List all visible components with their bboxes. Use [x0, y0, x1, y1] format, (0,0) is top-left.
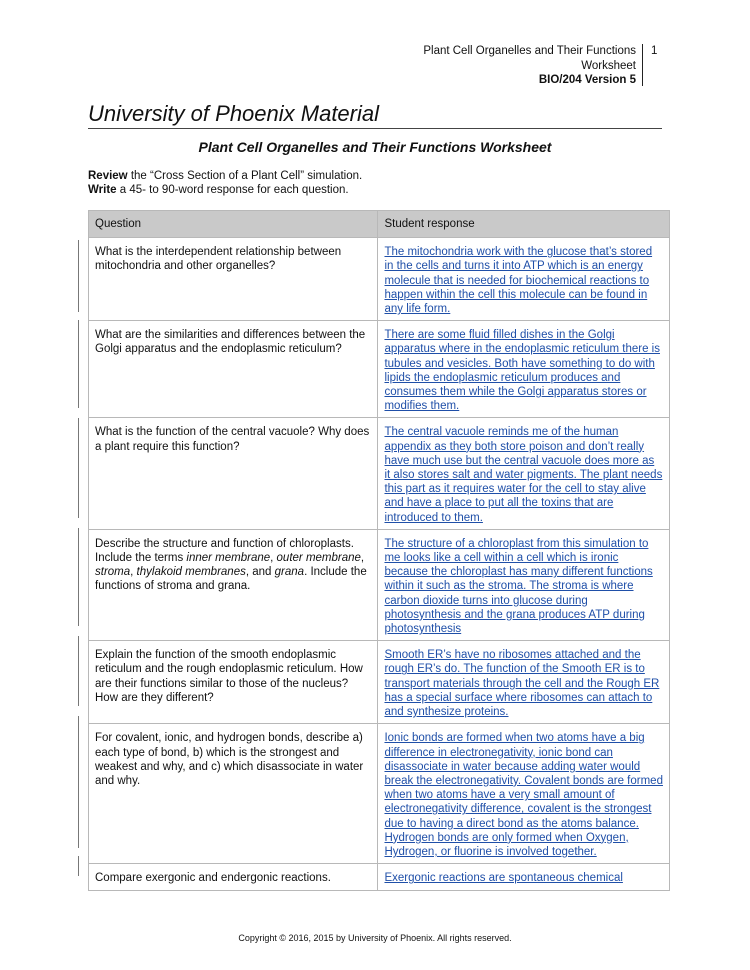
instruction-review-verb: Review	[88, 170, 128, 182]
response-cell[interactable]	[378, 529, 670, 640]
header-question: Question	[89, 211, 378, 238]
term-grana: grana	[274, 566, 305, 579]
instruction-write-text: a 45- to 90-word response for each question.	[116, 184, 349, 196]
response-cell[interactable]	[378, 864, 670, 890]
response-text: Smooth ER’s have no ribosomes attached and the rough ER’s do. The function of the Smooth ER is to transport materials through the cell and the Rough ER has a special surface where ribosomes can attach to and synthesize proteins.	[384, 649, 660, 719]
header-line-2: Worksheet	[581, 59, 636, 72]
change-bar	[78, 716, 79, 848]
table-row	[89, 238, 670, 321]
table-row	[89, 418, 670, 529]
table-row	[89, 321, 670, 418]
response-text: Exergonic reactions are spontaneous chemical	[384, 872, 623, 885]
response-text: The central vacuole reminds me of the human appendix as they both store poison and don’t really have much use but the central vacuole does more as it also stores salt and water pigments. The plant needs this part as it requires water for the cell to stay alive and have a place to put all the toxins that are introduced to them.	[384, 426, 663, 524]
copyright-footer: Copyright © 2016, 2015 by University of Phoenix. All rights reserved.	[238, 933, 512, 943]
worksheet-title: Plant Cell Organelles and Their Functions Worksheet	[198, 139, 552, 155]
table-row	[89, 724, 670, 864]
response-cell[interactable]	[378, 418, 670, 529]
header-student-response: Student response	[378, 211, 670, 238]
term-thylakoid-membranes: thylakoid membranes	[136, 566, 246, 579]
term-stroma: stroma	[95, 566, 131, 579]
question-cell: What is the interdependent relationship between mitochondria and other organelles?	[89, 238, 378, 321]
question-cell: What is the function of the central vacuole? Why does a plant require this function?	[89, 418, 378, 529]
table-header-row	[89, 211, 670, 238]
response-text: There are some fluid filled dishes in the Golgi apparatus where in the endoplasmic reticulum there is tubules and vesicles. Both have something to do with lipids the endoplasmic reticulum produces and consumes them while the Golgi apparatus stores or modifies them.	[384, 329, 660, 413]
instructions	[88, 169, 362, 197]
response-text: The structure of a chloroplast from this simulation to me looks like a cell within a cell which is ironic because the chloroplast has many different functions within it such as the stroma. The stroma is where carbon dioxide turns into glucose during photosynthesis and the grana produces ATP during photosynthesis	[384, 537, 653, 636]
question-cell: Explain the function of the smooth endoplasmic reticulum and the rough endoplasmic reticulum. How are their functions similar to those of the nucleus? How are they different?	[89, 641, 378, 724]
response-text: The mitochondria work with the glucose that’s stored in the cells and turns it into ATP which is an energy molecule that is needed for biochemical reactions to happen within the cell this molecule can be found in any life form.	[384, 246, 653, 316]
header-line-1: Plant Cell Organelles and Their Functions	[423, 45, 636, 57]
response-text: Ionic bonds are formed when two atoms have a big difference in electronegativity, ionic bond can disassociate in water because adding water would break the electronegativity. Covalent bonds are formed when two atoms have a very small amount of electronegativity difference, covalent is the strongest due to having a direct bond as the atoms balance. Hydrogen bonds are only formed when Oxygen, Hydrogen, or fluorine is involved together.	[384, 732, 663, 858]
running-header	[423, 44, 636, 88]
instruction-review-text: the “Cross Section of a Plant Cell” simulation.	[127, 170, 363, 182]
header-course-version: BIO/204 Version 5	[538, 74, 636, 86]
question-cell: Compare exergonic and endergonic reactions.	[89, 864, 378, 890]
instruction-review	[88, 169, 362, 183]
response-cell[interactable]	[378, 724, 670, 864]
term-outer-membrane: outer membrane	[276, 552, 361, 565]
change-bar	[78, 528, 79, 626]
change-bar	[78, 856, 79, 876]
university-title: University of Phoenix Material	[88, 102, 662, 129]
question-cell: Describe the structure and function of chloroplasts. Include the terms inner membrane, outer membrane, stroma, thylakoid membranes, and grana. Include the functions of stroma and grana.	[89, 529, 378, 640]
response-cell[interactable]	[378, 321, 670, 418]
question-cell: For covalent, ionic, and hydrogen bonds, describe a) each type of bond, b) which is the strongest and weakest and why, and c) which disassociate in water and why.	[89, 724, 378, 864]
question-response-table	[88, 210, 670, 891]
change-bar	[78, 240, 79, 312]
response-cell[interactable]	[378, 641, 670, 724]
change-bar	[78, 320, 79, 408]
table-row	[89, 864, 670, 890]
change-bar	[78, 636, 79, 706]
response-cell[interactable]	[378, 238, 670, 321]
question-cell: What are the similarities and differences between the Golgi apparatus and the endoplasmic reticulum?	[89, 321, 378, 418]
table-row	[89, 641, 670, 724]
instruction-write-verb: Write	[88, 184, 117, 196]
change-bar	[78, 418, 79, 518]
term-inner-membrane: inner membrane	[186, 552, 271, 565]
instruction-write	[88, 183, 362, 197]
table-row	[89, 529, 670, 640]
page-number: 1	[642, 44, 671, 86]
